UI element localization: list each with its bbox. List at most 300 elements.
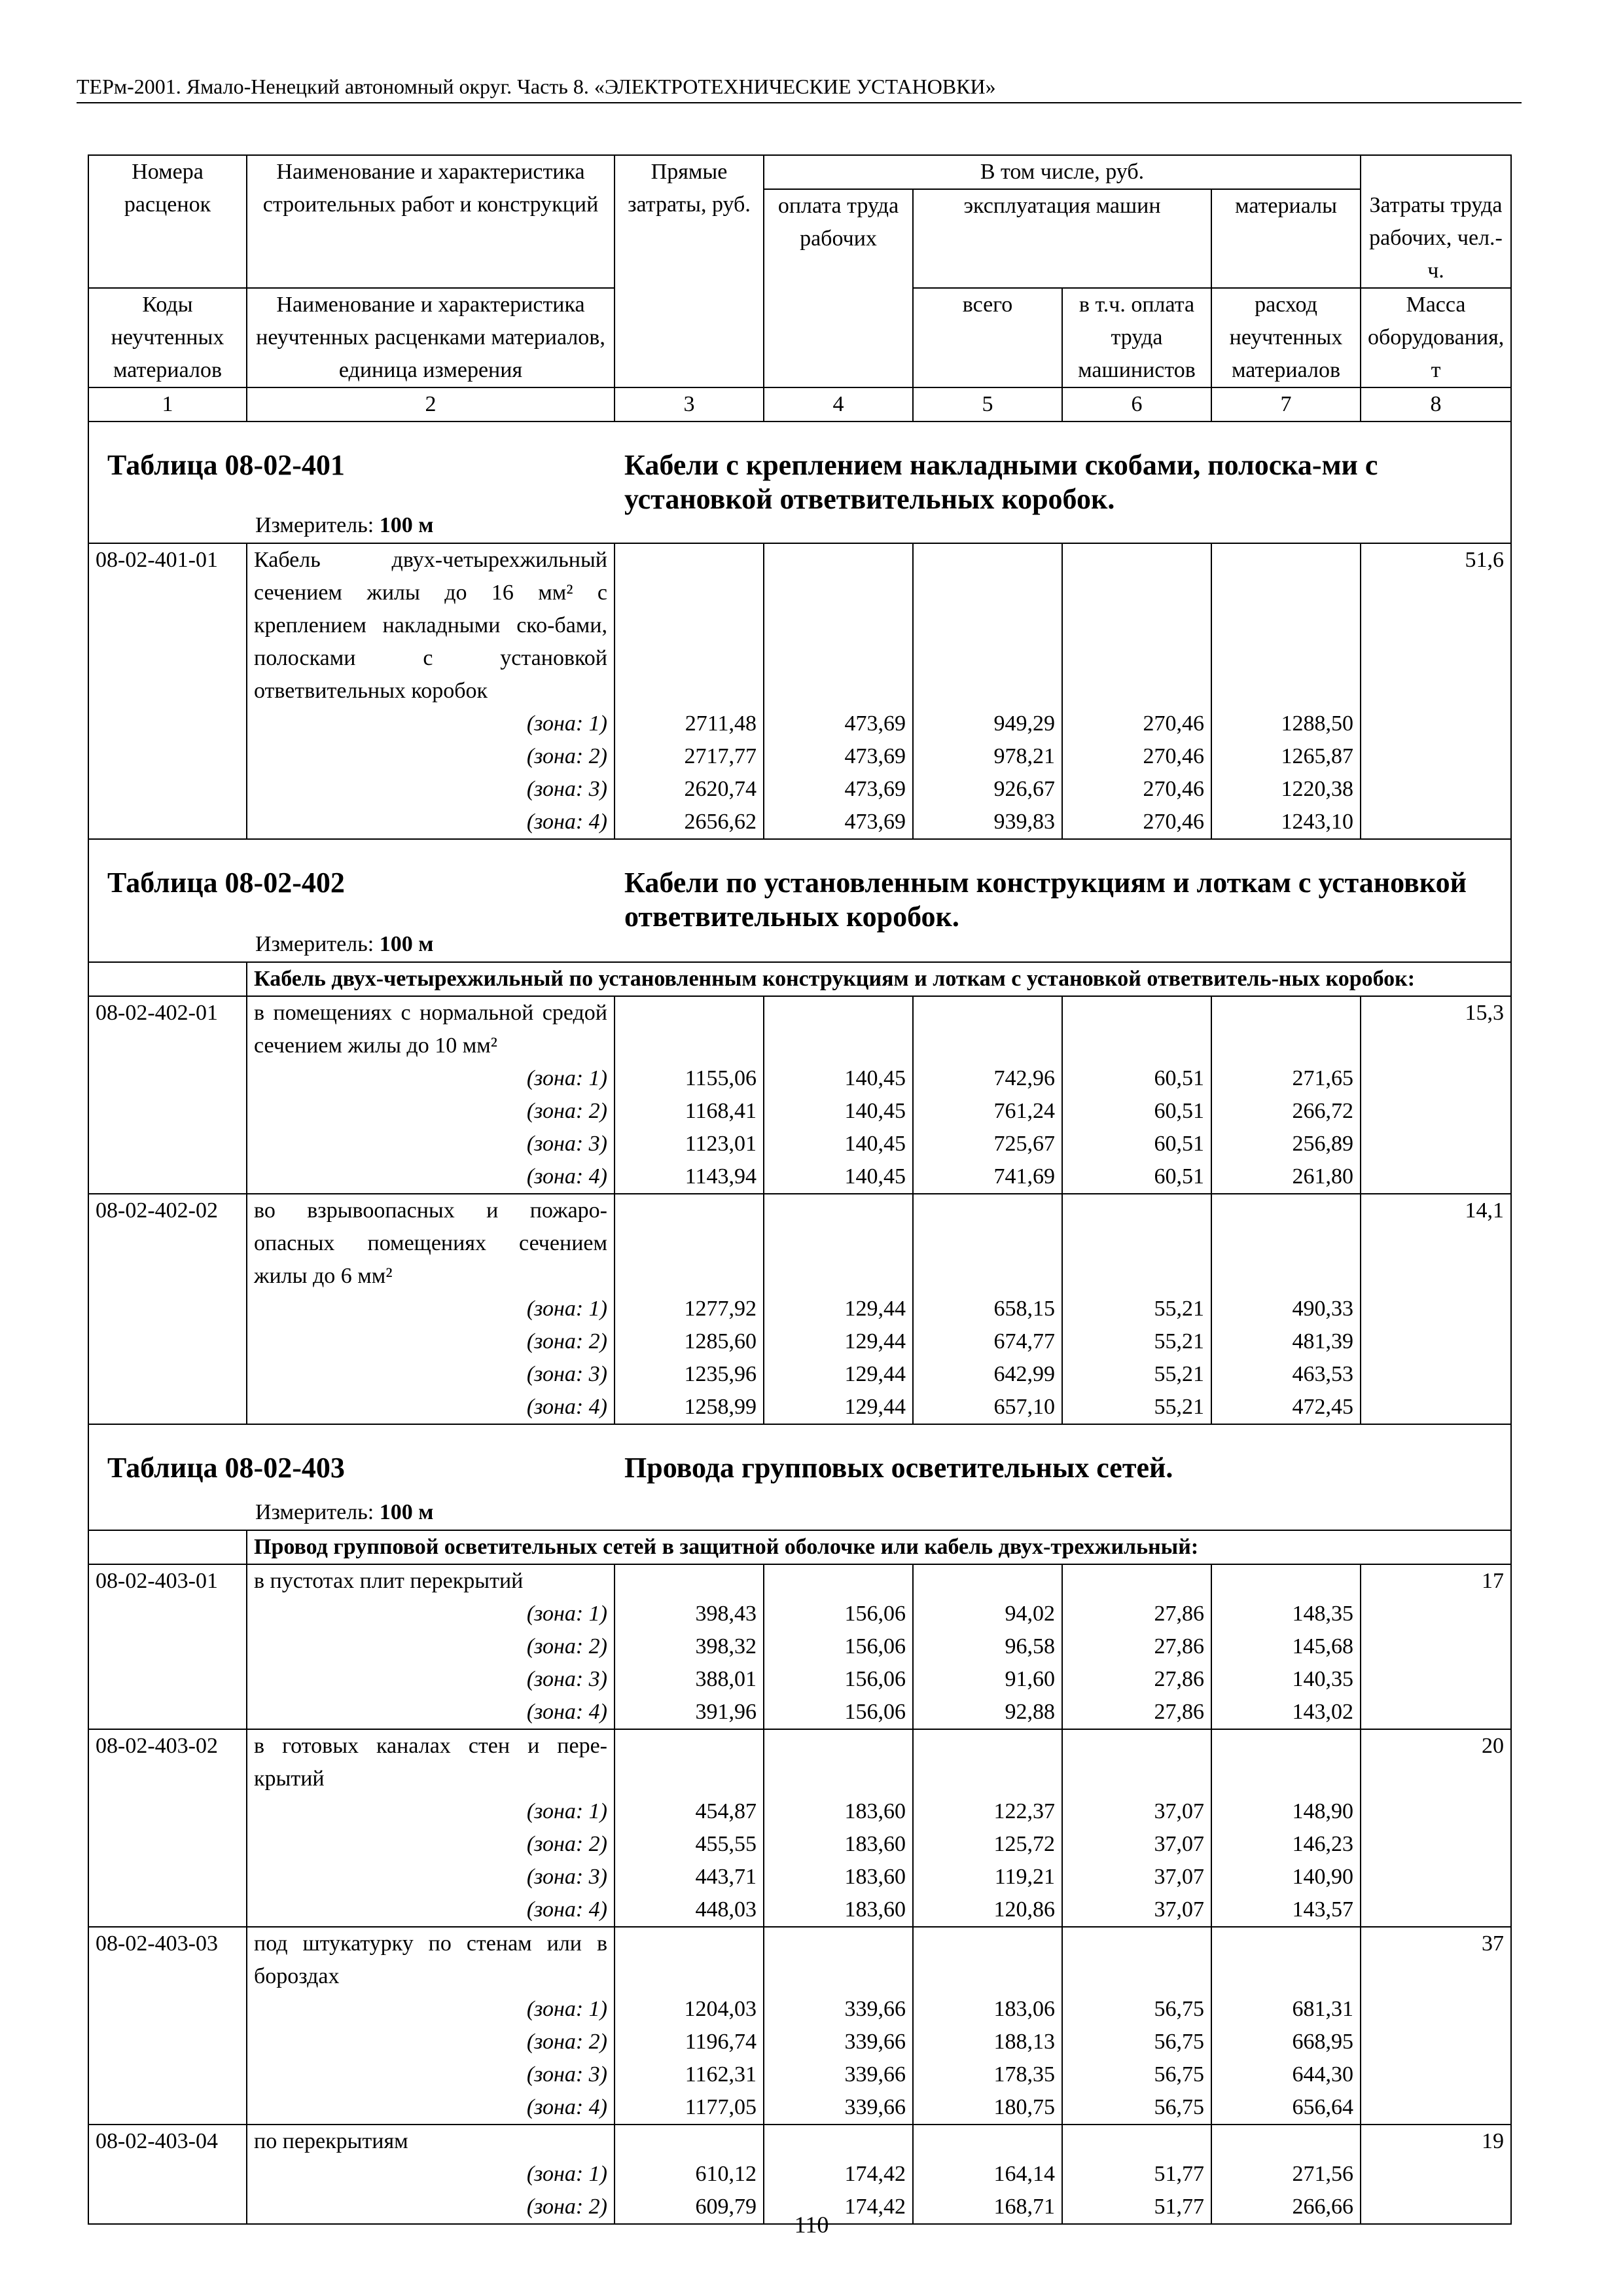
cost-value: 1155,06 xyxy=(615,1062,764,1095)
zone-label: (зона: 1) xyxy=(247,1598,615,1630)
cost-value: 140,45 xyxy=(764,1062,913,1095)
cost-value: 443,71 xyxy=(615,1861,764,1893)
col-equipment-mass: Масса оборудования, т xyxy=(1361,288,1511,387)
zone-row xyxy=(88,1391,1511,1424)
empty-cell xyxy=(764,2125,913,2158)
empty-cell xyxy=(88,1795,247,1828)
cost-value: 122,37 xyxy=(913,1795,1062,1828)
cost-value: 156,06 xyxy=(764,1696,913,1729)
col-materials: материалы xyxy=(1211,189,1361,288)
cost-value: 188,13 xyxy=(913,2026,1062,2058)
cost-value: 490,33 xyxy=(1211,1293,1361,1325)
rate-description: под штукатурку по стенам или в бороздах xyxy=(247,1927,615,1993)
group-row xyxy=(88,962,1511,996)
cost-value: 1243,10 xyxy=(1211,806,1361,839)
cost-value: 271,65 xyxy=(1211,1062,1361,1095)
zone-row xyxy=(88,1630,1511,1663)
rate-description: в пустотах плит перекрытий xyxy=(247,1564,615,1598)
table-caption xyxy=(88,422,1511,543)
table-caption-row xyxy=(88,1424,1511,1530)
empty-cell xyxy=(88,1598,247,1630)
cost-value: 60,51 xyxy=(1062,1062,1211,1095)
cost-value: 27,86 xyxy=(1062,1663,1211,1696)
cost-value: 51,77 xyxy=(1062,2191,1211,2224)
empty-cell xyxy=(615,1194,764,1293)
empty-cell xyxy=(764,1194,913,1293)
empty-cell xyxy=(913,1564,1062,1598)
col-machines-total: всего xyxy=(913,288,1062,387)
cost-value: 146,23 xyxy=(1211,1828,1361,1861)
empty-cell xyxy=(1361,1893,1511,1927)
col-machines: эксплуатация машин xyxy=(913,189,1211,288)
empty-cell xyxy=(1211,1194,1361,1293)
zone-label: (зона: 4) xyxy=(247,1893,615,1927)
zone-label: (зона: 3) xyxy=(247,773,615,806)
empty-cell xyxy=(764,996,913,1062)
cost-value: 55,21 xyxy=(1062,1358,1211,1391)
empty-cell xyxy=(88,806,247,839)
zone-row xyxy=(88,2026,1511,2058)
col-material-use: расход неучтенных материалов xyxy=(1211,288,1361,387)
empty-cell xyxy=(1211,2125,1361,2158)
col-number: 1 xyxy=(88,387,247,422)
table-name: Кабели с креплением накладными скобами, полоска-ми с установкой ответвительных коробок. xyxy=(624,449,1378,515)
empty-cell xyxy=(1062,996,1211,1062)
empty-cell xyxy=(764,543,913,708)
empty-cell xyxy=(88,1358,247,1391)
cost-value: 454,87 xyxy=(615,1795,764,1828)
empty-cell xyxy=(913,996,1062,1062)
table-caption xyxy=(88,839,1511,962)
empty-cell xyxy=(615,1927,764,1993)
empty-cell xyxy=(88,1095,247,1128)
table-title: Таблица 08-02-401 xyxy=(107,449,345,481)
col-material-codes: Коды неучтенных материалов xyxy=(88,288,247,387)
col-direct-costs: Прямые затраты, руб. xyxy=(615,155,764,387)
empty-cell xyxy=(88,1893,247,1927)
cost-value: 37,07 xyxy=(1062,1893,1211,1927)
cost-value: 473,69 xyxy=(764,708,913,740)
zone-label: (зона: 3) xyxy=(247,1861,615,1893)
cost-value: 472,45 xyxy=(1211,1391,1361,1424)
empty-cell xyxy=(88,1160,247,1194)
zone-row xyxy=(88,1861,1511,1893)
cost-value: 1196,74 xyxy=(615,2026,764,2058)
rate-code: 08-02-401-01 xyxy=(88,543,247,708)
cost-value: 143,02 xyxy=(1211,1696,1361,1729)
rate-code: 08-02-403-04 xyxy=(88,2125,247,2158)
table-title: Таблица 08-02-403 xyxy=(107,1452,345,1484)
zone-row xyxy=(88,1598,1511,1630)
empty-cell xyxy=(88,1062,247,1095)
zone-row xyxy=(88,1993,1511,2026)
zone-label: (зона: 4) xyxy=(247,2091,615,2125)
zone-row xyxy=(88,1128,1511,1160)
measure-unit xyxy=(255,930,433,959)
cost-value: 1235,96 xyxy=(615,1358,764,1391)
col-number: 3 xyxy=(615,387,764,422)
cost-value: 939,83 xyxy=(913,806,1062,839)
cost-value: 164,14 xyxy=(913,2158,1062,2191)
zone-label: (зона: 2) xyxy=(247,1630,615,1663)
cost-value: 60,51 xyxy=(1062,1160,1211,1194)
cost-value: 1162,31 xyxy=(615,2058,764,2091)
cost-value: 148,90 xyxy=(1211,1795,1361,1828)
labor-hours: 19 xyxy=(1361,2125,1511,2158)
empty-cell xyxy=(615,1729,764,1795)
cost-value: 129,44 xyxy=(764,1293,913,1325)
cost-value: 174,42 xyxy=(764,2191,913,2224)
rate-code: 08-02-403-02 xyxy=(88,1729,247,1795)
zone-row xyxy=(88,806,1511,839)
col-rate-numbers: Номера расценок xyxy=(88,155,247,288)
empty-cell xyxy=(1062,1194,1211,1293)
cost-value: 143,57 xyxy=(1211,1893,1361,1927)
cost-value: 119,21 xyxy=(913,1861,1062,1893)
cost-value: 60,51 xyxy=(1062,1095,1211,1128)
cost-value: 339,66 xyxy=(764,2091,913,2125)
rate-code: 08-02-402-01 xyxy=(88,996,247,1062)
cost-value: 339,66 xyxy=(764,2058,913,2091)
zone-row xyxy=(88,2091,1511,2125)
cost-value: 183,60 xyxy=(764,1893,913,1927)
cost-value: 96,58 xyxy=(913,1630,1062,1663)
rate-code: 08-02-402-02 xyxy=(88,1194,247,1293)
cost-value: 398,32 xyxy=(615,1630,764,1663)
group-row xyxy=(88,1530,1511,1564)
empty-cell xyxy=(1361,1663,1511,1696)
cost-value: 609,79 xyxy=(615,2191,764,2224)
cost-value: 56,75 xyxy=(1062,2058,1211,2091)
measure-unit xyxy=(255,511,433,540)
cost-value: 266,66 xyxy=(1211,2191,1361,2224)
cost-value: 180,75 xyxy=(913,2091,1062,2125)
cost-value: 91,60 xyxy=(913,1663,1062,1696)
empty-cell xyxy=(1361,1128,1511,1160)
zone-label: (зона: 2) xyxy=(247,740,615,773)
cost-value: 1288,50 xyxy=(1211,708,1361,740)
empty-cell xyxy=(1062,1927,1211,1993)
cost-value: 174,42 xyxy=(764,2158,913,2191)
cost-value: 1177,05 xyxy=(615,2091,764,2125)
cost-value: 658,15 xyxy=(913,1293,1062,1325)
cost-value: 156,06 xyxy=(764,1598,913,1630)
measure-unit xyxy=(255,1498,433,1527)
zone-label: (зона: 2) xyxy=(247,1095,615,1128)
empty-cell xyxy=(1361,2091,1511,2125)
cost-value: 261,80 xyxy=(1211,1160,1361,1194)
labor-hours: 17 xyxy=(1361,1564,1511,1598)
empty-cell xyxy=(88,708,247,740)
zone-row xyxy=(88,1062,1511,1095)
empty-cell xyxy=(764,1564,913,1598)
group-title: Кабель двух-четырехжильный по установленным конструкциям и лоткам с установкой ответвитель-ных коробок: xyxy=(247,962,1511,996)
labor-hours: 20 xyxy=(1361,1729,1511,1795)
empty-cell xyxy=(1361,1598,1511,1630)
cost-value: 129,44 xyxy=(764,1325,913,1358)
cost-value: 978,21 xyxy=(913,740,1062,773)
empty-cell xyxy=(88,1663,247,1696)
empty-cell xyxy=(88,1993,247,2026)
cost-value: 129,44 xyxy=(764,1358,913,1391)
measure-value: 100 м xyxy=(379,513,434,537)
cost-value: 37,07 xyxy=(1062,1861,1211,1893)
cost-value: 27,86 xyxy=(1062,1598,1211,1630)
cost-value: 926,67 xyxy=(913,773,1062,806)
cost-value: 2656,62 xyxy=(615,806,764,839)
empty-cell xyxy=(1361,1993,1511,2026)
empty-cell xyxy=(88,2091,247,2125)
cost-value: 741,69 xyxy=(913,1160,1062,1194)
running-header: ТЕРм-2001. Ямало-Ненецкий автономный округ. Часть 8. «ЭЛЕКТРОТЕХНИЧЕСКИЕ УСТАНОВКИ» xyxy=(77,73,1522,103)
cost-value: 681,31 xyxy=(1211,1993,1361,2026)
empty-cell xyxy=(88,740,247,773)
empty-cell xyxy=(88,1293,247,1325)
empty-cell xyxy=(913,1194,1062,1293)
empty-cell xyxy=(1062,1564,1211,1598)
empty-cell xyxy=(88,1861,247,1893)
cost-value: 1285,60 xyxy=(615,1325,764,1358)
col-group-including: В том числе, руб. xyxy=(764,155,1361,189)
zone-row xyxy=(88,1663,1511,1696)
empty-cell xyxy=(1361,1630,1511,1663)
cost-value: 398,43 xyxy=(615,1598,764,1630)
zone-label: (зона: 1) xyxy=(247,1795,615,1828)
cost-value: 37,07 xyxy=(1062,1828,1211,1861)
empty-cell xyxy=(1211,1927,1361,1993)
cost-value: 140,90 xyxy=(1211,1861,1361,1893)
rate-row xyxy=(88,1729,1511,1795)
cost-value: 120,86 xyxy=(913,1893,1062,1927)
cost-value: 1277,92 xyxy=(615,1293,764,1325)
cost-value: 56,75 xyxy=(1062,1993,1211,2026)
cost-value: 473,69 xyxy=(764,773,913,806)
page-number: 110 xyxy=(794,2212,829,2238)
col-number: 2 xyxy=(247,387,615,422)
empty-cell xyxy=(1361,1160,1511,1194)
empty-cell xyxy=(1361,1062,1511,1095)
table-caption-row xyxy=(88,839,1511,962)
zone-row xyxy=(88,1293,1511,1325)
cost-value: 129,44 xyxy=(764,1391,913,1424)
cost-value: 388,01 xyxy=(615,1663,764,1696)
zone-label: (зона: 1) xyxy=(247,1062,615,1095)
zone-row xyxy=(88,2058,1511,2091)
rate-code: 08-02-403-03 xyxy=(88,1927,247,1993)
empty-cell xyxy=(1361,806,1511,839)
zone-row xyxy=(88,773,1511,806)
cost-value: 37,07 xyxy=(1062,1795,1211,1828)
cost-value: 156,06 xyxy=(764,1630,913,1663)
cost-value: 271,56 xyxy=(1211,2158,1361,2191)
empty-cell xyxy=(88,1128,247,1160)
cost-value: 1265,87 xyxy=(1211,740,1361,773)
cost-value: 145,68 xyxy=(1211,1630,1361,1663)
zone-label: (зона: 1) xyxy=(247,2158,615,2191)
rate-row xyxy=(88,1927,1511,1993)
zone-label: (зона: 4) xyxy=(247,806,615,839)
zone-row xyxy=(88,1325,1511,1358)
cost-value: 270,46 xyxy=(1062,708,1211,740)
zone-label: (зона: 4) xyxy=(247,1696,615,1729)
empty-cell xyxy=(615,543,764,708)
empty-cell xyxy=(88,773,247,806)
empty-cell xyxy=(1361,1828,1511,1861)
cost-value: 473,69 xyxy=(764,740,913,773)
col-work-name: Наименование и характеристика строительных работ и конструкций xyxy=(247,155,615,288)
cost-value: 55,21 xyxy=(1062,1293,1211,1325)
zone-row xyxy=(88,1893,1511,1927)
cost-value: 2620,74 xyxy=(615,773,764,806)
cost-value: 178,35 xyxy=(913,2058,1062,2091)
rate-code: 08-02-403-01 xyxy=(88,1564,247,1598)
cost-value: 140,45 xyxy=(764,1128,913,1160)
measure-label: Измеритель: xyxy=(255,513,374,537)
zone-label: (зона: 2) xyxy=(247,2191,615,2224)
cost-value: 656,64 xyxy=(1211,2091,1361,2125)
cost-value: 168,71 xyxy=(913,2191,1062,2224)
col-material-name: Наименование и характеристика неучтенных расценками материалов, единица измерения xyxy=(247,288,615,387)
cost-value: 56,75 xyxy=(1062,2091,1211,2125)
zone-row xyxy=(88,708,1511,740)
group-spacer xyxy=(88,1530,247,1564)
empty-cell xyxy=(1211,1564,1361,1598)
empty-cell xyxy=(88,1696,247,1729)
col-number: 8 xyxy=(1361,387,1511,422)
empty-cell xyxy=(1361,1391,1511,1424)
table-caption xyxy=(88,1424,1511,1530)
cost-value: 27,86 xyxy=(1062,1630,1211,1663)
rate-description: в готовых каналах стен и пере-крытий xyxy=(247,1729,615,1795)
cost-value: 27,86 xyxy=(1062,1696,1211,1729)
cost-value: 674,77 xyxy=(913,1325,1062,1358)
cost-value: 92,88 xyxy=(913,1696,1062,1729)
empty-cell xyxy=(615,996,764,1062)
cost-value: 1168,41 xyxy=(615,1095,764,1128)
cost-value: 270,46 xyxy=(1062,773,1211,806)
table-caption-row xyxy=(88,422,1511,543)
labor-hours: 37 xyxy=(1361,1927,1511,1993)
empty-cell xyxy=(1361,2026,1511,2058)
col-labor-pay: оплата труда рабочих xyxy=(764,189,913,387)
empty-cell xyxy=(1361,740,1511,773)
empty-cell xyxy=(913,2125,1062,2158)
col-machinists-pay: в т.ч. оплата труда машинистов xyxy=(1062,288,1211,387)
cost-value: 339,66 xyxy=(764,1993,913,2026)
measure-label: Измеритель: xyxy=(255,932,374,956)
cost-value: 644,30 xyxy=(1211,2058,1361,2091)
cost-value: 266,72 xyxy=(1211,1095,1361,1128)
cost-value: 256,89 xyxy=(1211,1128,1361,1160)
zone-label: (зона: 3) xyxy=(247,1358,615,1391)
empty-cell xyxy=(913,543,1062,708)
labor-hours: 15,3 xyxy=(1361,996,1511,1062)
cost-value: 463,53 xyxy=(1211,1358,1361,1391)
cost-value: 2717,77 xyxy=(615,740,764,773)
empty-cell xyxy=(88,2026,247,2058)
cost-value: 140,35 xyxy=(1211,1663,1361,1696)
cost-value: 270,46 xyxy=(1062,806,1211,839)
cost-value: 125,72 xyxy=(913,1828,1062,1861)
zone-label: (зона: 1) xyxy=(247,1293,615,1325)
rate-description: во взрывоопасных и пожаро-опасных помещениях сечением жилы до 6 мм² xyxy=(247,1194,615,1293)
zone-label: (зона: 3) xyxy=(247,1128,615,1160)
cost-value: 642,99 xyxy=(913,1358,1062,1391)
cost-value: 148,35 xyxy=(1211,1598,1361,1630)
empty-cell xyxy=(1062,1729,1211,1795)
cost-value: 949,29 xyxy=(913,708,1062,740)
empty-cell xyxy=(615,1564,764,1598)
cost-value: 391,96 xyxy=(615,1696,764,1729)
table-name: Кабели по установленным конструкциям и лоткам с установкой ответвительных коробок. xyxy=(624,867,1467,933)
zone-row xyxy=(88,1795,1511,1828)
rate-description: в помещениях с нормальной средой сечением жилы до 10 мм² xyxy=(247,996,615,1062)
cost-value: 270,46 xyxy=(1062,740,1211,773)
empty-cell xyxy=(88,1325,247,1358)
zone-label: (зона: 4) xyxy=(247,1160,615,1194)
empty-cell xyxy=(1361,2158,1511,2191)
measure-value: 100 м xyxy=(379,1500,434,1524)
cost-value: 183,06 xyxy=(913,1993,1062,2026)
empty-cell xyxy=(1361,773,1511,806)
rate-row xyxy=(88,1194,1511,1293)
cost-value: 55,21 xyxy=(1062,1391,1211,1424)
rate-row xyxy=(88,1564,1511,1598)
zone-row xyxy=(88,1358,1511,1391)
cost-value: 455,55 xyxy=(615,1828,764,1861)
col-number: 4 xyxy=(764,387,913,422)
zone-label: (зона: 3) xyxy=(247,1663,615,1696)
zone-row xyxy=(88,1696,1511,1729)
cost-value: 742,96 xyxy=(913,1062,1062,1095)
zone-row xyxy=(88,1160,1511,1194)
zone-label: (зона: 2) xyxy=(247,2026,615,2058)
table-name: Провода групповых осветительных сетей. xyxy=(624,1452,1173,1484)
empty-cell xyxy=(1211,996,1361,1062)
cost-value: 1143,94 xyxy=(615,1160,764,1194)
empty-cell xyxy=(1361,1358,1511,1391)
empty-cell xyxy=(1361,2058,1511,2091)
col-number: 6 xyxy=(1062,387,1211,422)
zone-label: (зона: 2) xyxy=(247,1828,615,1861)
zone-label: (зона: 3) xyxy=(247,2058,615,2091)
empty-cell xyxy=(1361,1696,1511,1729)
cost-value: 55,21 xyxy=(1062,1325,1211,1358)
zone-row xyxy=(88,1095,1511,1128)
empty-cell xyxy=(88,1828,247,1861)
labor-hours: 51,6 xyxy=(1361,543,1511,708)
cost-value: 448,03 xyxy=(615,1893,764,1927)
rate-row xyxy=(88,2125,1511,2158)
empty-cell xyxy=(764,1927,913,1993)
cost-value: 1123,01 xyxy=(615,1128,764,1160)
cost-value: 2711,48 xyxy=(615,708,764,740)
empty-cell xyxy=(1211,1729,1361,1795)
empty-cell xyxy=(1062,2125,1211,2158)
empty-cell xyxy=(764,1729,913,1795)
cost-value: 1258,99 xyxy=(615,1391,764,1424)
rate-description: Кабель двух-четырехжильный сечением жилы до 16 мм² с креплением накладными ско-бами, полосками с установкой ответвительных коробок xyxy=(247,543,615,708)
rate-row xyxy=(88,996,1511,1062)
table-title: Таблица 08-02-402 xyxy=(107,867,345,899)
cost-value: 761,24 xyxy=(913,1095,1062,1128)
measure-value: 100 м xyxy=(379,932,434,956)
labor-hours: 14,1 xyxy=(1361,1194,1511,1293)
empty-cell xyxy=(913,1729,1062,1795)
cost-value: 610,12 xyxy=(615,2158,764,2191)
cost-value: 339,66 xyxy=(764,2026,913,2058)
empty-cell xyxy=(913,1927,1062,1993)
